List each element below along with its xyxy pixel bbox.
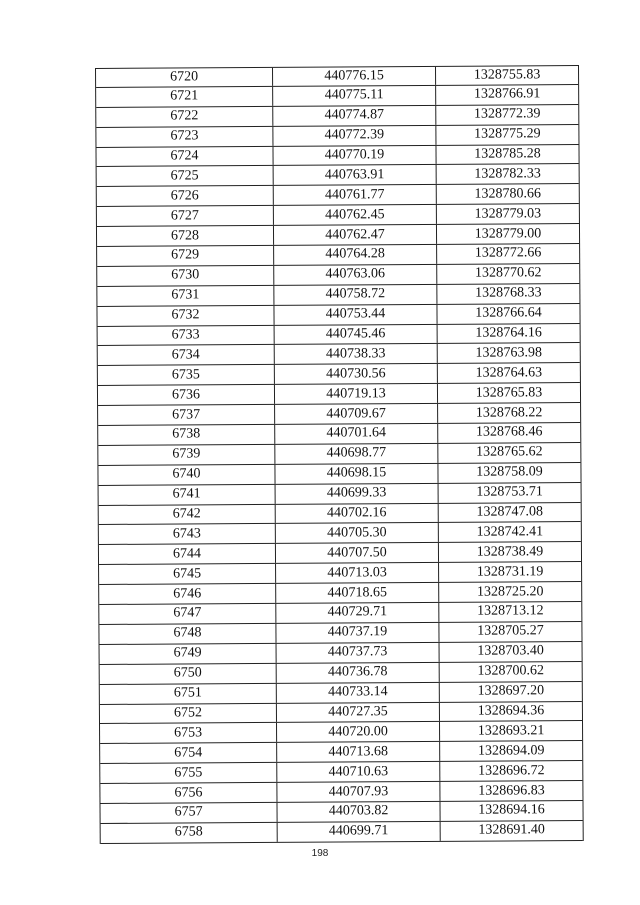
y-coordinate-cell: 1328775.29 bbox=[474, 126, 541, 142]
y-coordinate-cell: 1328694.36 bbox=[477, 703, 545, 719]
x-coordinate-cell: 440709.67 bbox=[275, 404, 438, 424]
point-id-cell: 6737 bbox=[98, 405, 275, 425]
y-coordinate-cell: 1328742.41 bbox=[476, 524, 544, 540]
x-coordinate-cell: 440762.45 bbox=[274, 205, 437, 225]
point-id-cell: 6731 bbox=[97, 286, 274, 306]
y-coordinate-cell: 1328765.83 bbox=[475, 384, 543, 401]
y-coordinate-cell: 1328753.71 bbox=[476, 484, 543, 500]
y-coordinate-cell: 1328772.66 bbox=[474, 245, 542, 262]
y-coordinate-cell: 1328747.08 bbox=[476, 504, 544, 520]
y-coordinate-cell: 1328703.40 bbox=[477, 643, 544, 659]
y-coordinate-cell: 1328725.20 bbox=[476, 583, 544, 600]
y-coordinate-cell: 1328772.39 bbox=[473, 106, 541, 122]
y-coordinate-cell: 1328768.46 bbox=[475, 424, 543, 441]
point-id-cell: 6732 bbox=[97, 306, 274, 326]
x-coordinate-cell: 440701.64 bbox=[275, 424, 438, 444]
point-id-cell: 6750 bbox=[100, 664, 277, 684]
x-coordinate-cell: 440702.16 bbox=[276, 504, 439, 524]
point-id-cell: 6754 bbox=[100, 743, 277, 763]
point-id-cell: 6729 bbox=[97, 246, 274, 266]
x-coordinate-cell: 440764.28 bbox=[274, 245, 437, 265]
point-id-cell: 6757 bbox=[100, 803, 277, 823]
point-id-cell: 6734 bbox=[98, 345, 275, 365]
point-id-cell: 6746 bbox=[99, 584, 276, 604]
point-id-cell: 6745 bbox=[99, 564, 276, 584]
x-coordinate-cell: 440733.14 bbox=[277, 683, 440, 703]
point-id-cell: 6758 bbox=[101, 823, 278, 843]
point-id-cell: 6725 bbox=[97, 166, 274, 186]
x-coordinate-cell: 440763.91 bbox=[274, 165, 437, 185]
y-coordinate-cell: 1328696.72 bbox=[478, 762, 545, 779]
x-coordinate-cell: 440737.73 bbox=[277, 643, 440, 663]
x-coordinate-cell: 440707.93 bbox=[277, 782, 440, 802]
point-id-cell: 6740 bbox=[98, 465, 275, 485]
x-coordinate-cell: 440770.19 bbox=[273, 145, 436, 165]
point-id-cell: 6743 bbox=[99, 524, 276, 544]
y-coordinate-cell: 1328694.16 bbox=[478, 802, 545, 819]
x-coordinate-cell: 440775.11 bbox=[273, 86, 436, 106]
y-coordinate-cell: 1328691.40 bbox=[478, 822, 545, 838]
y-coordinate-cell: 1328780.66 bbox=[474, 186, 542, 202]
point-id-cell: 6753 bbox=[100, 723, 277, 743]
x-coordinate-cell: 440719.13 bbox=[275, 384, 438, 404]
point-id-cell: 6748 bbox=[99, 624, 276, 644]
y-coordinate-cell: 1328766.91 bbox=[473, 86, 541, 103]
point-id-cell: 6724 bbox=[96, 146, 273, 166]
table-row bbox=[101, 821, 583, 844]
x-coordinate-cell: 440745.46 bbox=[275, 324, 438, 344]
y-coordinate-cell: 1328779.03 bbox=[474, 205, 542, 222]
y-coordinate-cell: 1328758.09 bbox=[476, 464, 543, 480]
point-id-cell: 6738 bbox=[98, 425, 275, 445]
coordinate-table bbox=[95, 65, 584, 844]
y-coordinate-cell: 1328705.27 bbox=[477, 623, 544, 640]
y-coordinate-cell: 1328763.98 bbox=[475, 345, 543, 361]
x-coordinate-cell: 440699.71 bbox=[278, 822, 441, 842]
point-id-cell: 6730 bbox=[97, 266, 274, 286]
point-id-cell: 6752 bbox=[100, 703, 277, 723]
point-id-cell: 6744 bbox=[99, 544, 276, 564]
x-coordinate-cell: 440762.47 bbox=[274, 225, 437, 245]
x-coordinate-cell: 440703.82 bbox=[277, 802, 440, 822]
y-coordinate-cell: 1328713.12 bbox=[477, 603, 544, 620]
point-id-cell: 6755 bbox=[100, 763, 277, 783]
x-coordinate-cell: 440720.00 bbox=[277, 722, 440, 742]
page-number: 198 bbox=[311, 848, 329, 859]
point-id-cell: 6723 bbox=[96, 127, 273, 147]
point-id-cell: 6735 bbox=[98, 365, 275, 385]
y-coordinate-cell: 1328768.22 bbox=[475, 404, 543, 421]
x-coordinate-cell: 440758.72 bbox=[274, 285, 437, 305]
x-coordinate-cell: 440713.68 bbox=[277, 742, 440, 762]
x-coordinate-cell: 440727.35 bbox=[277, 702, 440, 722]
x-coordinate-cell: 440698.77 bbox=[275, 444, 438, 464]
x-coordinate-cell: 440774.87 bbox=[273, 106, 436, 126]
x-coordinate-cell: 440713.03 bbox=[276, 563, 439, 583]
y-coordinate-cell: 1328782.33 bbox=[474, 166, 541, 182]
y-coordinate-cell: 1328693.21 bbox=[477, 723, 545, 739]
point-id-cell: 6733 bbox=[98, 325, 275, 345]
y-coordinate-cell: 1328694.09 bbox=[477, 742, 545, 759]
y-coordinate-cell: 1328738.49 bbox=[476, 544, 544, 560]
y-coordinate-cell: 1328764.16 bbox=[475, 325, 542, 341]
y-coordinate-cell: 1328755.83 bbox=[473, 67, 541, 83]
x-coordinate-cell: 440738.33 bbox=[275, 344, 438, 364]
y-coordinate-cell: 1328764.63 bbox=[475, 365, 543, 381]
point-id-cell: 6739 bbox=[98, 445, 275, 465]
y-coordinate-cell: 1328766.64 bbox=[475, 305, 542, 321]
x-coordinate-cell: 440707.50 bbox=[276, 543, 439, 563]
point-id-cell: 6736 bbox=[98, 385, 275, 405]
point-id-cell: 6722 bbox=[96, 107, 273, 127]
x-coordinate-cell: 440736.78 bbox=[277, 663, 440, 683]
x-coordinate-cell: 440698.15 bbox=[275, 464, 438, 484]
y-coordinate-cell: 1328697.20 bbox=[477, 683, 545, 699]
point-id-cell: 6747 bbox=[99, 604, 276, 624]
x-coordinate-cell: 440705.30 bbox=[276, 523, 439, 543]
point-id-cell: 6751 bbox=[100, 684, 277, 704]
x-coordinate-cell: 440763.06 bbox=[274, 265, 437, 285]
x-coordinate-cell: 440776.15 bbox=[273, 67, 436, 86]
x-coordinate-cell: 440753.44 bbox=[274, 305, 437, 325]
point-id-cell: 6756 bbox=[100, 783, 277, 803]
y-coordinate-cell: 1328731.19 bbox=[476, 563, 544, 580]
x-coordinate-cell: 440729.71 bbox=[276, 603, 439, 623]
point-id-cell: 6721 bbox=[96, 87, 273, 107]
y-coordinate-cell: 1328765.62 bbox=[476, 444, 543, 461]
x-coordinate-cell: 440737.19 bbox=[276, 623, 439, 643]
point-id-cell: 6749 bbox=[100, 644, 277, 664]
point-id-cell: 6742 bbox=[99, 504, 276, 524]
y-coordinate-cell: 1328779.00 bbox=[474, 225, 542, 242]
x-coordinate-cell: 440761.77 bbox=[274, 185, 437, 205]
x-coordinate-cell: 440699.33 bbox=[276, 484, 439, 504]
x-coordinate-cell: 440718.65 bbox=[276, 583, 439, 603]
x-coordinate-cell: 440730.56 bbox=[275, 364, 438, 384]
point-id-cell: 6727 bbox=[97, 206, 274, 226]
y-coordinate-cell: 1328700.62 bbox=[477, 663, 544, 679]
x-coordinate-cell: 440710.63 bbox=[277, 762, 440, 782]
point-id-cell: 6720 bbox=[96, 68, 273, 87]
y-coordinate-cell: 1328785.28 bbox=[474, 146, 541, 162]
point-id-cell: 6741 bbox=[99, 485, 276, 505]
x-coordinate-cell: 440772.39 bbox=[273, 126, 436, 146]
y-coordinate-cell: 1328696.83 bbox=[478, 782, 545, 799]
y-coordinate-cell: 1328768.33 bbox=[475, 285, 542, 301]
point-id-cell: 6728 bbox=[97, 226, 274, 246]
y-coordinate-cell: 1328770.62 bbox=[474, 265, 542, 282]
point-id-cell: 6726 bbox=[97, 186, 274, 206]
